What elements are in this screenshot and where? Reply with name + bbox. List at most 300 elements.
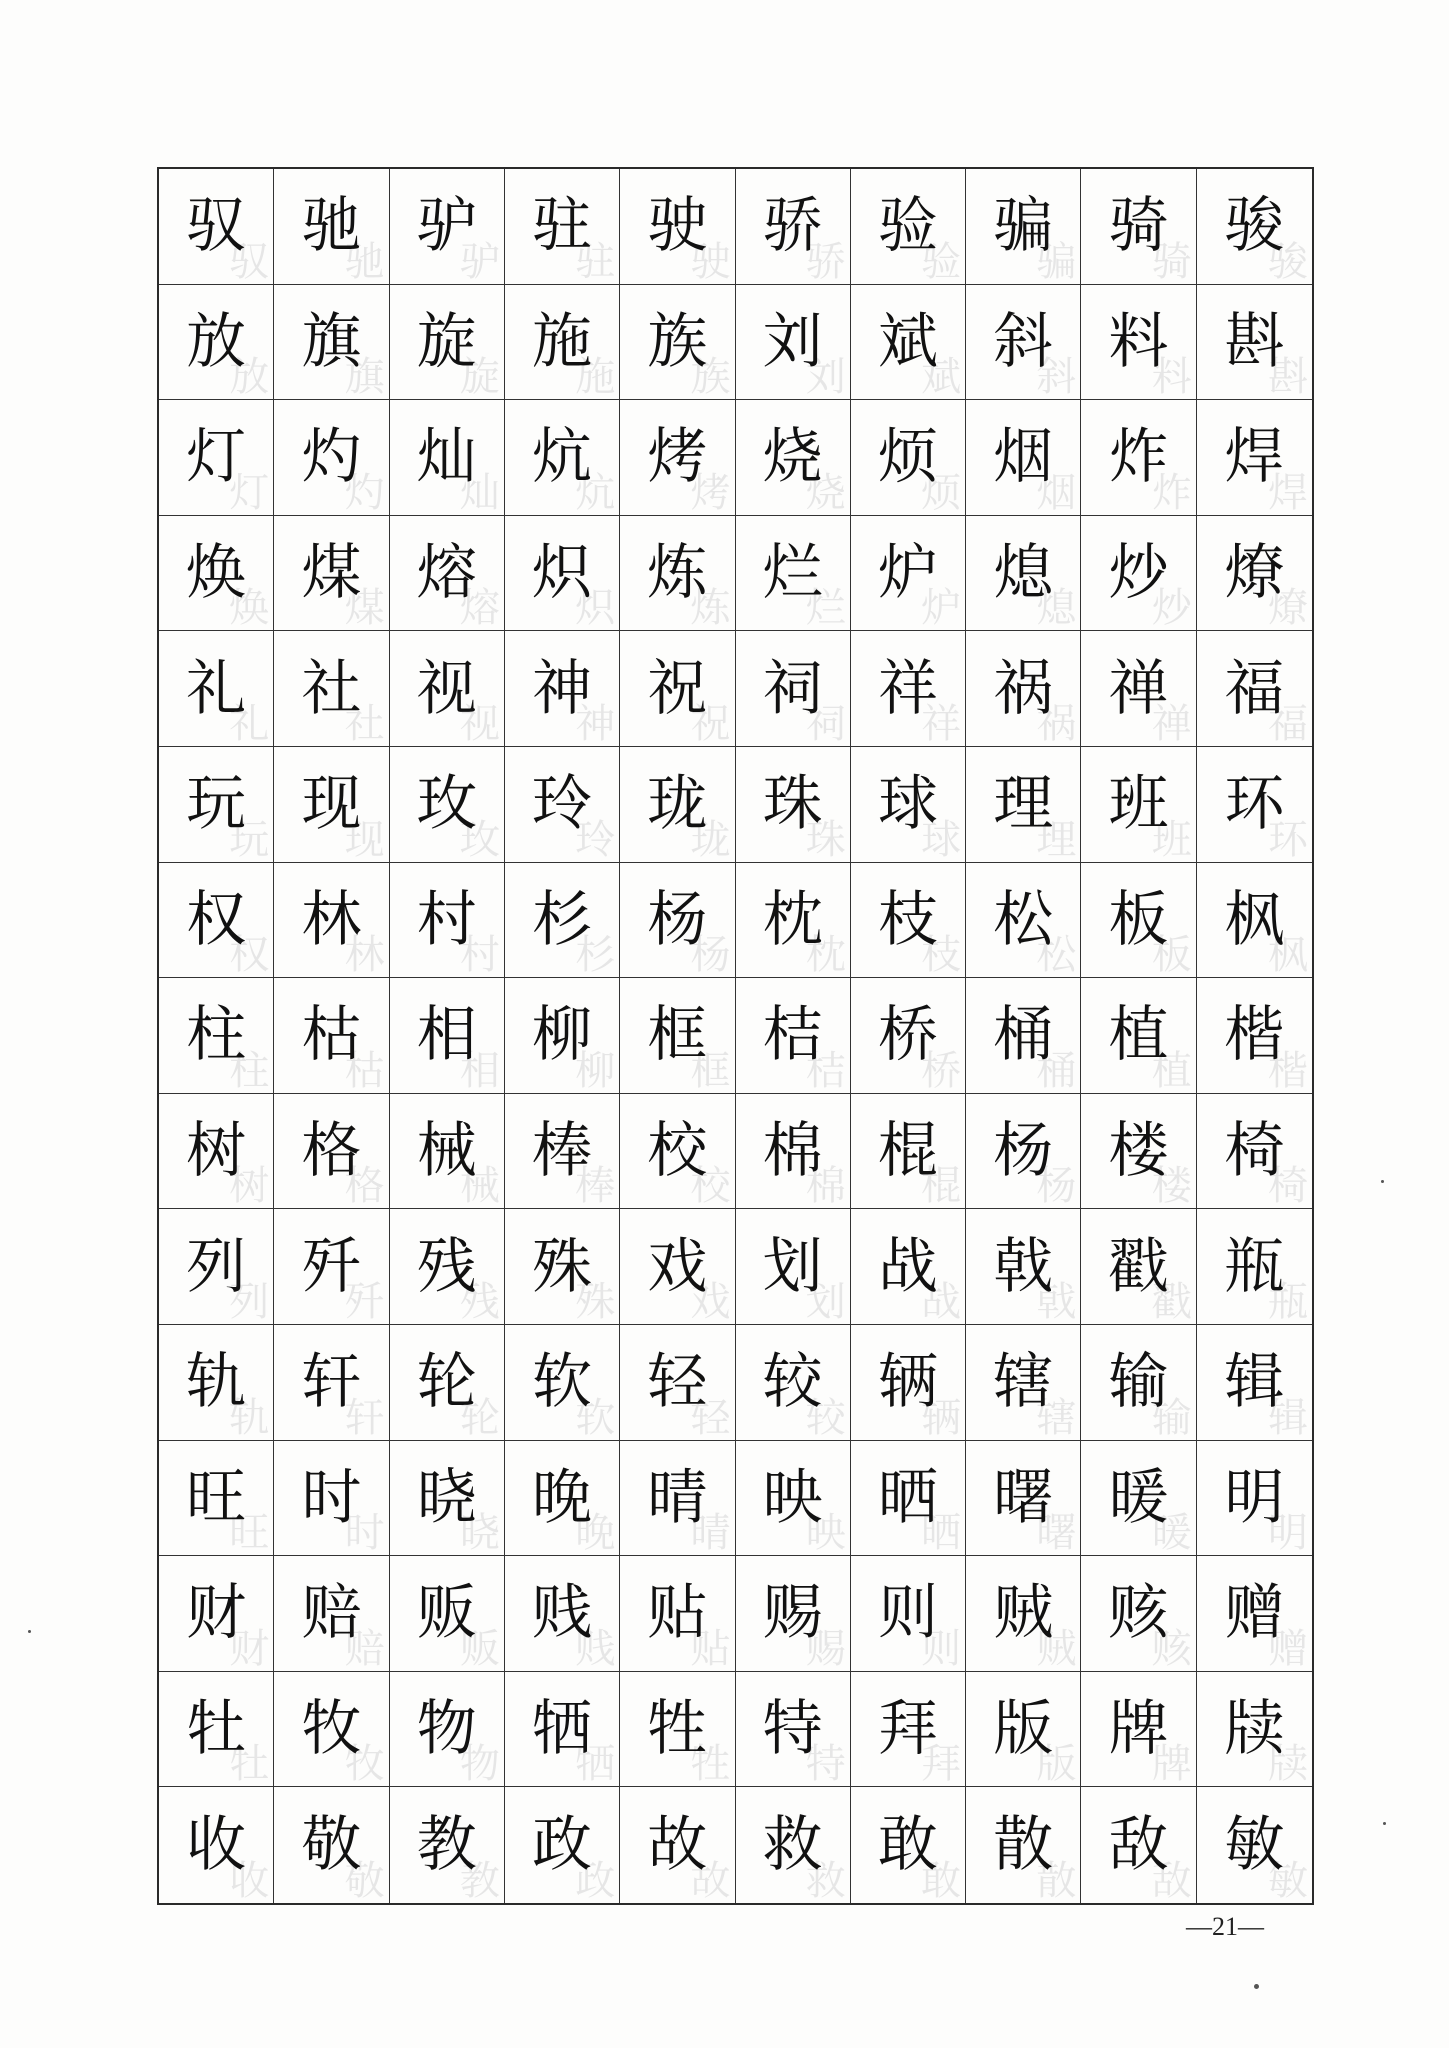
grid-cell	[274, 978, 389, 1094]
trace-character: 戳	[1151, 1278, 1192, 1325]
trace-character: 骑	[1151, 238, 1192, 285]
model-character: 旗	[301, 306, 362, 377]
grid-cell	[1197, 863, 1312, 979]
model-character: 枕	[762, 884, 823, 955]
trace-character: 晴	[690, 1510, 731, 1557]
model-character: 贼	[993, 1578, 1054, 1649]
grid-cell	[1197, 1325, 1312, 1441]
model-character: 赐	[762, 1578, 823, 1649]
trace-character: 柳	[575, 1047, 616, 1094]
model-character: 祠	[762, 653, 823, 724]
trace-character: 理	[1036, 816, 1077, 863]
model-character: 戳	[1108, 1231, 1169, 1302]
grid-cell	[159, 285, 274, 401]
trace-character: 较	[805, 1394, 846, 1441]
model-character: 歼	[301, 1231, 362, 1302]
grid-cell	[1197, 1209, 1312, 1325]
trace-character: 救	[805, 1857, 846, 1903]
trace-character: 枫	[1268, 932, 1308, 979]
model-character: 明	[1224, 1462, 1285, 1533]
trace-character: 财	[229, 1625, 270, 1672]
trace-character: 暖	[1151, 1510, 1192, 1557]
grid-cell	[966, 1094, 1081, 1210]
model-character: 曙	[993, 1462, 1054, 1533]
trace-character: 散	[1036, 1857, 1077, 1903]
trace-character: 列	[229, 1278, 270, 1325]
trace-character: 棉	[805, 1163, 846, 1210]
trace-character: 旗	[344, 354, 385, 401]
model-character: 轻	[647, 1347, 708, 1418]
model-character: 祝	[647, 653, 708, 724]
grid-cell	[966, 1441, 1081, 1557]
trace-character: 枕	[805, 932, 846, 979]
trace-character: 刘	[805, 354, 846, 401]
grid-cell	[620, 285, 735, 401]
trace-character: 枯	[344, 1047, 385, 1094]
grid-cell	[620, 400, 735, 516]
grid-cell	[966, 863, 1081, 979]
grid-cell	[851, 1787, 966, 1903]
model-character: 列	[186, 1231, 247, 1302]
grid-cell	[159, 1441, 274, 1557]
trace-character: 熄	[1036, 585, 1077, 632]
model-character: 玫	[416, 769, 477, 840]
trace-character: 晓	[459, 1510, 500, 1557]
grid-cell	[736, 1209, 851, 1325]
grid-cell	[505, 978, 620, 1094]
model-character: 楷	[1224, 1000, 1285, 1071]
model-character: 棒	[532, 1116, 593, 1187]
trace-character: 烧	[805, 469, 846, 516]
grid-cell	[966, 1325, 1081, 1441]
trace-character: 骄	[805, 238, 846, 285]
model-character: 炸	[1108, 422, 1169, 493]
model-character: 骏	[1224, 191, 1285, 262]
trace-character: 戟	[1036, 1278, 1077, 1325]
grid-cell	[274, 400, 389, 516]
trace-character: 校	[690, 1163, 731, 1210]
model-character: 软	[532, 1347, 593, 1418]
model-character: 敌	[1108, 1810, 1169, 1881]
grid-cell	[620, 516, 735, 632]
grid-cell	[1081, 1325, 1196, 1441]
grid-cell	[159, 1787, 274, 1903]
trace-character: 驰	[344, 238, 385, 285]
trace-character: 祸	[1036, 700, 1077, 747]
model-character: 炼	[647, 538, 708, 609]
trace-character: 赔	[344, 1625, 385, 1672]
trace-character: 焕	[229, 585, 270, 632]
grid-cell	[1197, 1556, 1312, 1672]
model-character: 枯	[301, 1000, 362, 1071]
model-character: 玲	[532, 769, 593, 840]
grid-cell	[390, 1094, 505, 1210]
grid-cell	[159, 1556, 274, 1672]
grid-cell	[851, 747, 966, 863]
model-character: 烂	[762, 538, 823, 609]
grid-cell	[159, 631, 274, 747]
grid-cell	[1081, 1441, 1196, 1557]
grid-cell	[966, 400, 1081, 516]
trace-character: 贱	[575, 1625, 616, 1672]
grid-cell	[274, 1556, 389, 1672]
grid-cell	[159, 1209, 274, 1325]
trace-character: 框	[690, 1047, 731, 1094]
trace-character: 辆	[921, 1394, 962, 1441]
grid-cell	[159, 516, 274, 632]
model-character: 炕	[532, 422, 593, 493]
trace-character: 轨	[229, 1394, 270, 1441]
trace-character: 视	[459, 700, 500, 747]
trace-character: 敏	[1268, 1857, 1308, 1903]
trace-character: 戏	[690, 1278, 731, 1325]
trace-character: 炽	[575, 585, 616, 632]
model-character: 板	[1108, 884, 1169, 955]
character-grid	[157, 167, 1314, 1905]
trace-character: 物	[459, 1741, 500, 1788]
model-character: 煤	[301, 538, 362, 609]
model-character: 划	[762, 1231, 823, 1302]
model-character: 柱	[186, 1000, 247, 1071]
grid-cell	[274, 747, 389, 863]
trace-character: 珑	[690, 816, 731, 863]
grid-cell	[1081, 631, 1196, 747]
grid-cell	[851, 863, 966, 979]
trace-character: 故	[690, 1857, 731, 1903]
model-character: 特	[762, 1694, 823, 1765]
model-character: 棍	[877, 1116, 938, 1187]
grid-cell	[851, 169, 966, 285]
grid-cell	[620, 1787, 735, 1903]
model-character: 收	[186, 1810, 247, 1881]
grid-cell	[505, 631, 620, 747]
model-character: 炉	[877, 538, 938, 609]
grid-cell	[505, 1787, 620, 1903]
model-character: 时	[301, 1462, 362, 1533]
model-character: 敢	[877, 1810, 938, 1881]
model-character: 则	[877, 1578, 938, 1649]
trace-character: 映	[805, 1510, 846, 1557]
model-character: 牌	[1108, 1694, 1169, 1765]
model-character: 放	[186, 306, 247, 377]
grid-cell	[390, 516, 505, 632]
model-character: 战	[877, 1231, 938, 1302]
trace-character: 珠	[805, 816, 846, 863]
grid-cell	[390, 1325, 505, 1441]
grid-cell	[390, 169, 505, 285]
model-character: 故	[647, 1810, 708, 1881]
model-character: 杨	[993, 1116, 1054, 1187]
model-character: 现	[301, 769, 362, 840]
grid-cell	[620, 1209, 735, 1325]
trace-character: 牲	[690, 1741, 731, 1788]
grid-cell	[1197, 1672, 1312, 1788]
grid-cell	[851, 1556, 966, 1672]
trace-character: 礼	[229, 700, 270, 747]
trace-character: 棒	[575, 1163, 616, 1210]
model-character: 晚	[532, 1462, 593, 1533]
model-character: 社	[301, 653, 362, 724]
trace-character: 晒	[921, 1510, 962, 1557]
scan-speck	[28, 1630, 31, 1633]
trace-character: 现	[344, 816, 385, 863]
model-character: 骑	[1108, 191, 1169, 262]
grid-cell	[620, 863, 735, 979]
grid-cell	[1197, 631, 1312, 747]
grid-cell	[736, 747, 851, 863]
grid-cell	[1081, 169, 1196, 285]
model-character: 格	[301, 1116, 362, 1187]
trace-character: 旋	[459, 354, 500, 401]
grid-cell	[1081, 978, 1196, 1094]
trace-character: 福	[1268, 700, 1308, 747]
trace-character: 楼	[1151, 1163, 1192, 1210]
grid-cell	[966, 978, 1081, 1094]
grid-cell	[1081, 1556, 1196, 1672]
trace-character: 划	[805, 1278, 846, 1325]
grid-cell	[505, 1209, 620, 1325]
grid-cell	[159, 978, 274, 1094]
grid-cell	[274, 1094, 389, 1210]
model-character: 烧	[762, 422, 823, 493]
trace-character: 骏	[1268, 238, 1308, 285]
grid-cell	[390, 1556, 505, 1672]
grid-cell	[390, 1672, 505, 1788]
grid-cell	[505, 1325, 620, 1441]
model-character: 赅	[1108, 1578, 1169, 1649]
trace-character: 禅	[1151, 700, 1192, 747]
model-character: 松	[993, 884, 1054, 955]
model-character: 瓶	[1224, 1231, 1285, 1302]
grid-cell	[1081, 1787, 1196, 1903]
model-character: 祥	[877, 653, 938, 724]
grid-cell	[159, 1672, 274, 1788]
trace-character: 旺	[229, 1510, 270, 1557]
model-character: 斜	[993, 306, 1054, 377]
grid-cell	[159, 400, 274, 516]
trace-character: 杉	[575, 932, 616, 979]
grid-cell	[736, 1787, 851, 1903]
grid-cell	[736, 863, 851, 979]
grid-cell	[1197, 516, 1312, 632]
grid-cell	[736, 1094, 851, 1210]
grid-cell	[1197, 978, 1312, 1094]
trace-character: 桥	[921, 1047, 962, 1094]
trace-character: 牧	[344, 1741, 385, 1788]
model-character: 驶	[647, 191, 708, 262]
trace-character: 炉	[921, 585, 962, 632]
model-character: 桥	[877, 1000, 938, 1071]
trace-character: 轻	[690, 1394, 731, 1441]
model-character: 较	[762, 1347, 823, 1418]
model-character: 楼	[1108, 1116, 1169, 1187]
model-character: 辖	[993, 1347, 1054, 1418]
trace-character: 轮	[459, 1394, 500, 1441]
grid-cell	[390, 1441, 505, 1557]
trace-character: 赠	[1268, 1625, 1308, 1672]
grid-cell	[1081, 863, 1196, 979]
grid-cell	[736, 169, 851, 285]
model-character: 灿	[416, 422, 477, 493]
scan-speck	[1383, 1822, 1386, 1825]
grid-cell	[1081, 1672, 1196, 1788]
grid-cell	[274, 516, 389, 632]
grid-cell	[736, 978, 851, 1094]
trace-character: 斟	[1268, 354, 1308, 401]
grid-cell	[274, 169, 389, 285]
grid-cell	[159, 169, 274, 285]
grid-cell	[1197, 169, 1312, 285]
model-character: 械	[416, 1116, 477, 1187]
model-character: 棉	[762, 1116, 823, 1187]
model-character: 牧	[301, 1694, 362, 1765]
trace-character: 输	[1151, 1394, 1192, 1441]
model-character: 杉	[532, 884, 593, 955]
trace-character: 斜	[1036, 354, 1077, 401]
model-character: 戟	[993, 1231, 1054, 1302]
grid-cell	[1081, 516, 1196, 632]
model-character: 焕	[186, 538, 247, 609]
model-character: 旺	[186, 1462, 247, 1533]
model-character: 玩	[186, 769, 247, 840]
trace-character: 教	[459, 1857, 500, 1903]
trace-character: 煤	[344, 585, 385, 632]
model-character: 燎	[1224, 538, 1285, 609]
trace-character: 敬	[344, 1857, 385, 1903]
grid-cell	[736, 1441, 851, 1557]
model-character: 赔	[301, 1578, 362, 1649]
model-character: 神	[532, 653, 593, 724]
trace-character: 验	[921, 238, 962, 285]
model-character: 驰	[301, 191, 362, 262]
grid-cell	[736, 1325, 851, 1441]
grid-cell	[390, 747, 505, 863]
model-character: 柳	[532, 1000, 593, 1071]
model-character: 骄	[762, 191, 823, 262]
grid-cell	[1197, 400, 1312, 516]
model-character: 晓	[416, 1462, 477, 1533]
model-character: 烤	[647, 422, 708, 493]
model-character: 祸	[993, 653, 1054, 724]
model-character: 救	[762, 1810, 823, 1881]
trace-character: 烤	[690, 469, 731, 516]
trace-character: 杨	[1036, 1163, 1077, 1210]
grid-cell	[851, 516, 966, 632]
grid-cell	[390, 978, 505, 1094]
model-character: 环	[1224, 769, 1285, 840]
trace-character: 林	[344, 932, 385, 979]
grid-cell	[505, 1672, 620, 1788]
model-character: 殊	[532, 1231, 593, 1302]
trace-character: 炒	[1151, 585, 1192, 632]
model-character: 刘	[762, 306, 823, 377]
grid-cell	[274, 631, 389, 747]
trace-character: 灯	[229, 469, 270, 516]
model-character: 残	[416, 1231, 477, 1302]
trace-character: 赐	[805, 1625, 846, 1672]
grid-cell	[505, 169, 620, 285]
grid-cell	[966, 516, 1081, 632]
grid-cell	[274, 863, 389, 979]
trace-character: 料	[1151, 354, 1192, 401]
model-character: 版	[993, 1694, 1054, 1765]
model-character: 班	[1108, 769, 1169, 840]
grid-cell	[966, 747, 1081, 863]
model-character: 权	[186, 884, 247, 955]
model-character: 贩	[416, 1578, 477, 1649]
grid-cell	[159, 1094, 274, 1210]
trace-character: 格	[344, 1163, 385, 1210]
grid-cell	[1197, 285, 1312, 401]
trace-character: 辖	[1036, 1394, 1077, 1441]
model-character: 骗	[993, 191, 1054, 262]
trace-character: 权	[229, 932, 270, 979]
grid-cell	[966, 1209, 1081, 1325]
trace-character: 柱	[229, 1047, 270, 1094]
model-character: 物	[416, 1694, 477, 1765]
model-character: 枫	[1224, 884, 1285, 955]
model-character: 辑	[1224, 1347, 1285, 1418]
model-character: 教	[416, 1810, 477, 1881]
trace-character: 晚	[575, 1510, 616, 1557]
trace-character: 炼	[690, 585, 731, 632]
model-character: 辆	[877, 1347, 938, 1418]
trace-character: 收	[229, 1857, 270, 1903]
trace-character: 敢	[921, 1857, 962, 1903]
trace-character: 瓶	[1268, 1278, 1308, 1325]
grid-cell	[851, 285, 966, 401]
model-character: 理	[993, 769, 1054, 840]
model-character: 贱	[532, 1578, 593, 1649]
model-character: 枝	[877, 884, 938, 955]
model-character: 焊	[1224, 422, 1285, 493]
grid-cell	[1197, 1094, 1312, 1210]
trace-character: 战	[921, 1278, 962, 1325]
model-character: 熄	[993, 538, 1054, 609]
trace-character: 辑	[1268, 1394, 1308, 1441]
grid-cell	[1197, 1441, 1312, 1557]
trace-character: 牡	[229, 1741, 270, 1788]
model-character: 牺	[532, 1694, 593, 1765]
grid-cell	[159, 747, 274, 863]
grid-cell	[1081, 285, 1196, 401]
model-character: 村	[416, 884, 477, 955]
trace-character: 则	[921, 1625, 962, 1672]
trace-character: 神	[575, 700, 616, 747]
trace-character: 曙	[1036, 1510, 1077, 1557]
grid-cell	[505, 516, 620, 632]
trace-character: 玲	[575, 816, 616, 863]
grid-cell	[851, 978, 966, 1094]
grid-cell	[620, 1556, 735, 1672]
model-character: 烦	[877, 422, 938, 493]
model-character: 林	[301, 884, 362, 955]
grid-cell	[620, 1094, 735, 1210]
trace-character: 政	[575, 1857, 616, 1903]
grid-cell	[620, 1441, 735, 1557]
grid-cell	[505, 285, 620, 401]
trace-character: 轩	[344, 1394, 385, 1441]
model-character: 敬	[301, 1810, 362, 1881]
grid-cell	[1197, 1787, 1312, 1903]
grid-cell	[390, 631, 505, 747]
grid-cell	[159, 1325, 274, 1441]
trace-character: 族	[690, 354, 731, 401]
trace-character: 桶	[1036, 1047, 1077, 1094]
model-character: 驭	[186, 191, 247, 262]
trace-character: 杨	[690, 932, 731, 979]
trace-character: 炸	[1151, 469, 1192, 516]
